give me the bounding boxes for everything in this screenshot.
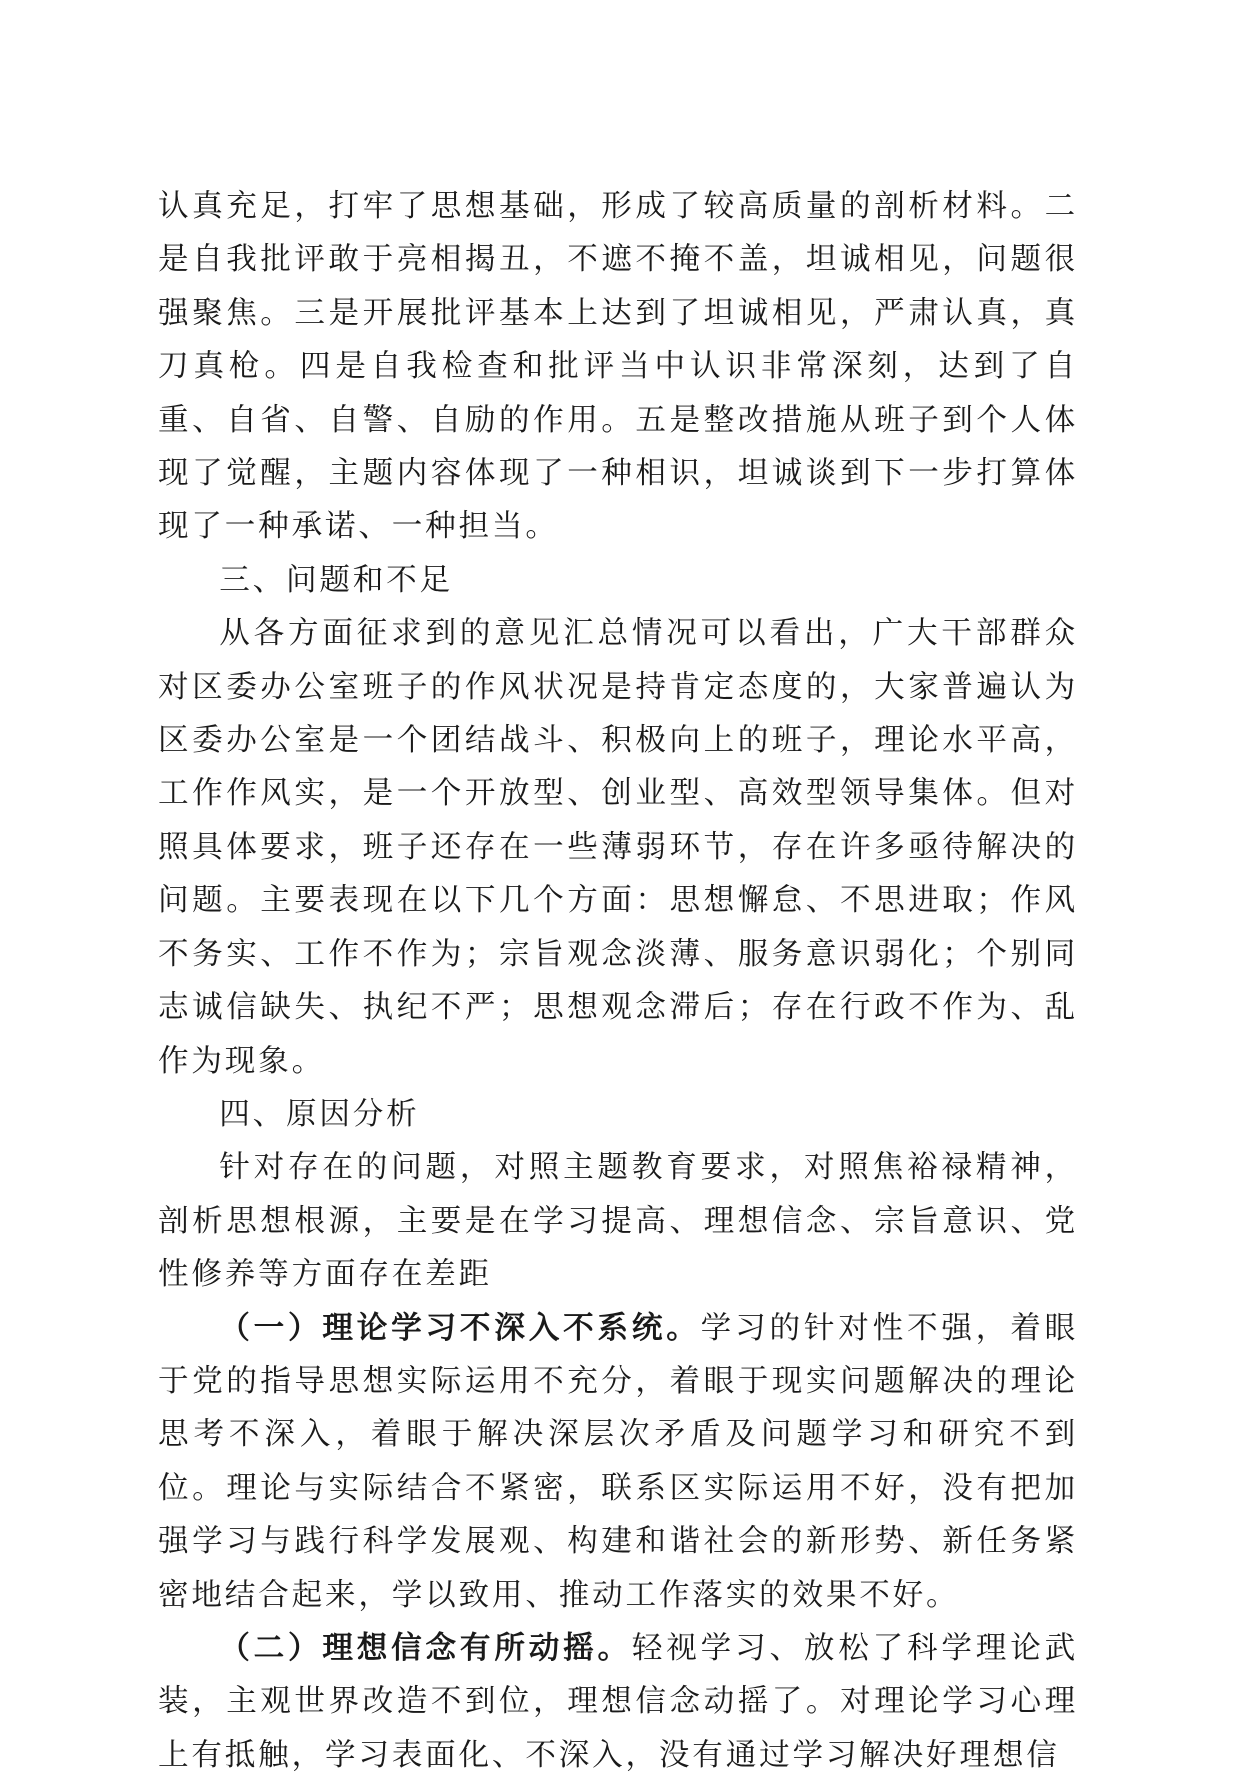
paragraph-problems: 从各方面征求到的意见汇总情况可以看出，广大干部群众对区委办公室班子的作风状况是持肯定态度的，大家普遍认为区委办公室是一个团结战斗、积极向上的班子，理论水平高，工作作风实，是一个开放型、创业型、高效型领导集体。但对照具体要求，班子还存在一些薄弱环节，存在许多亟待解决的问题。主要表现在以下几个方面：思想懈怠、不思进取；作风不务实、工作不作为；宗旨观念淡薄、服务意识弱化；个别同志诚信缺失、执纪不严；思想观念滞后；存在行政不作为、乱作为现象。 xyxy=(158,616,1078,1079)
subsection-2-body: 轻视学习、放松了科学理论武装，主观世界改造不到位，理想信念动摇了。对理论学习心理上有抵触，学习表面化、不深入，没有通过学习解决好理想信 xyxy=(158,1630,1078,1773)
paragraph-subsection-1 xyxy=(158,1302,1078,1622)
section-heading-problems: 三、问题和不足 xyxy=(219,562,453,598)
document-page xyxy=(158,180,1078,1782)
paragraph-causes-intro: 针对存在的问题，对照主题教育要求，对照焦裕禄精神，剖析思想根源，主要是在学习提高、理想信念、宗旨意识、党性修养等方面存在差距 xyxy=(158,1150,1078,1293)
subsection-2-title: （二）理想信念有所动摇。 xyxy=(219,1629,632,1666)
section-heading-causes: 四、原因分析 xyxy=(219,1096,420,1132)
paragraph-subsection-2 xyxy=(158,1622,1078,1782)
subsection-1-body: 学习的针对性不强，着眼于党的指导思想实际运用不充分，着眼于现实问题解决的理论思考不深入，着眼于解决深层次矛盾及问题学习和研究不到位。理论与实际结合不紧密，联系区实际运用不好，没有把加强学习与践行科学发展观、构建和谐社会的新形势、新任务紧密地结合起来，学以致用、推动工作落实的效果不好。 xyxy=(158,1310,1078,1613)
subsection-1-title: （一）理论学习不深入不系统。 xyxy=(219,1309,701,1346)
paragraph-continuation: 认真充足，打牢了思想基础，形成了较高质量的剖析材料。二是自我批评敢于亮相揭丑，不遮不掩不盖，坦诚相见，问题很强聚焦。三是开展批评基本上达到了坦诚相见，严肃认真，真刀真枪。四是自我检查和批评当中认识非常深刻，达到了自重、自省、自警、自励的作用。五是整改措施从班子到个人体现了觉醒，主题内容体现了一种相识，坦诚谈到下一步打算体现了一种承诺、一种担当。 xyxy=(158,189,1078,545)
